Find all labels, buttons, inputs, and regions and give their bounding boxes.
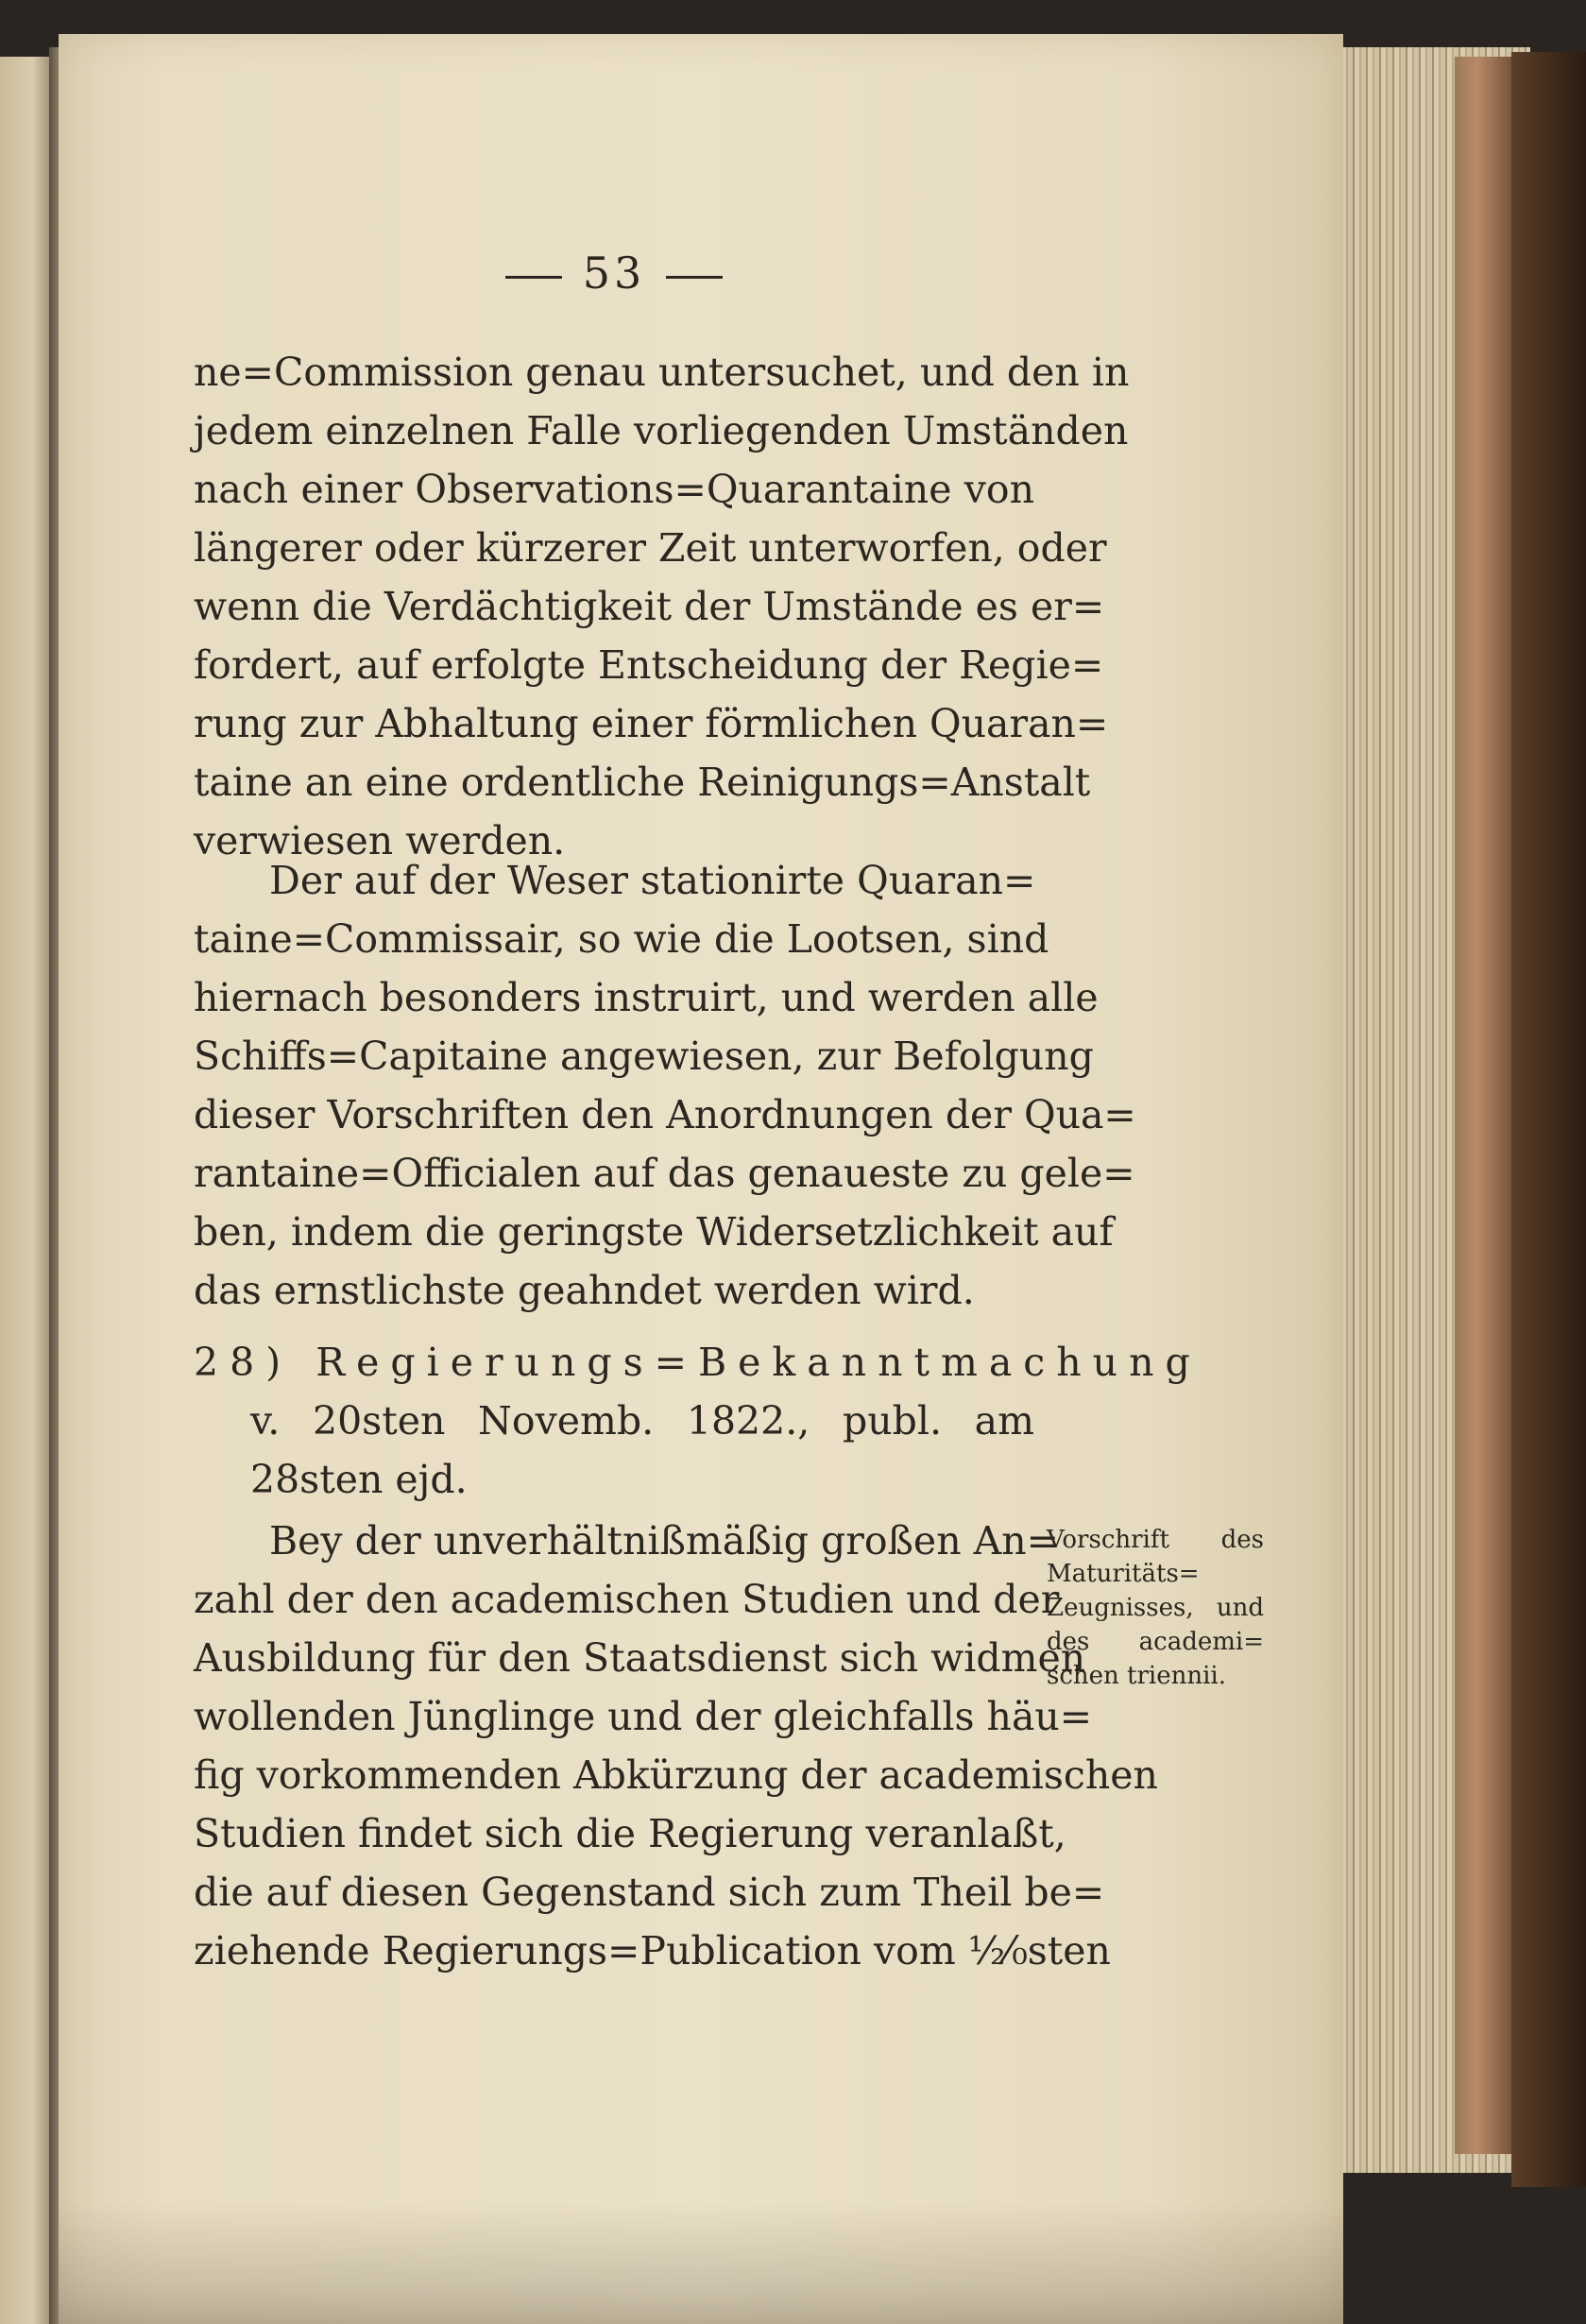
text-line: wenn die Verdächtigkeit der Umstände es er= [194,584,1105,629]
text-line: wollenden Jünglinge und der gleichfalls häu= [194,1694,1093,1739]
text-line: ne=Commission genau untersuchet, und den in [194,350,1130,395]
page-number [472,248,756,299]
heading-line: 28) Regierungs=Bekanntmachung [194,1340,1202,1385]
text-line: fig vorkommenden Abkürzung der academischen [194,1752,1158,1798]
margin-note-line: Zeugnisses, und [1047,1594,1264,1622]
heading-line: v. 20sten Novemb. 1822., publ. am [250,1398,1034,1444]
page-number-dash-left [505,276,562,279]
text-line: jedem einzelnen Falle vorliegenden Umständen [194,408,1129,453]
text-line: ben, indem die geringste Widersetzlichkeit auf [194,1209,1114,1255]
text-line: rung zur Abhaltung einer förmlichen Quaran= [194,701,1109,746]
page-bottom-shadow [59,2201,1343,2324]
text-line: dieser Vorschriften den Anordnungen der Qua= [194,1092,1136,1137]
text-line: zahl der den academischen Studien und der [194,1577,1060,1622]
text-line: ziehende Regierungs=Publication vom ½⁄₀sten [194,1928,1111,1974]
text-line: Schiffs=Capitaine angewiesen, zur Befolgung [194,1034,1094,1079]
margin-note-line: Vorschrift des [1047,1526,1264,1554]
text-line: längerer oder kürzerer Zeit unterworfen, oder [194,525,1107,571]
text-line: nach einer Observations=Quarantaine von [194,467,1034,512]
text-line: taine an eine ordentliche Reinigungs=Anstalt [194,760,1091,805]
page-number-dash-right [666,276,723,279]
text-line: fordert, auf erfolgte Entscheidung der Regie= [194,642,1104,688]
margin-note [1047,1523,1264,1693]
text-line: rantaine=Officialen auf das genaueste zu gele= [194,1151,1135,1196]
book-cover-edge [1511,52,1586,2187]
text-line: das ernstlichste geahndet werden wird. [194,1268,975,1313]
margin-note-line: des academi= [1047,1628,1264,1656]
facing-page-edge [0,57,55,2324]
page-number-value: 53 [582,248,646,299]
text-line: hiernach besonders instruirt, und werden alle [194,975,1099,1020]
text-line: Bey der unverhältnißmäßig großen An= [269,1518,1059,1564]
text-line: Studien findet sich die Regierung veranlaßt, [194,1811,1066,1856]
text-line: Ausbildung für den Staatsdienst sich widmen [194,1635,1086,1681]
text-line: Der auf der Weser stationirte Quaran= [269,858,1036,903]
margin-note-line: schen triennii. [1047,1662,1227,1690]
text-line: die auf diesen Gegenstand sich zum Theil be= [194,1870,1105,1915]
margin-note-line: Maturitäts= [1047,1560,1200,1588]
heading-line: 28sten ejd. [250,1457,468,1502]
text-line: verwiesen werden. [194,818,566,863]
text-line: taine=Commissair, so wie die Lootsen, sind [194,916,1049,962]
